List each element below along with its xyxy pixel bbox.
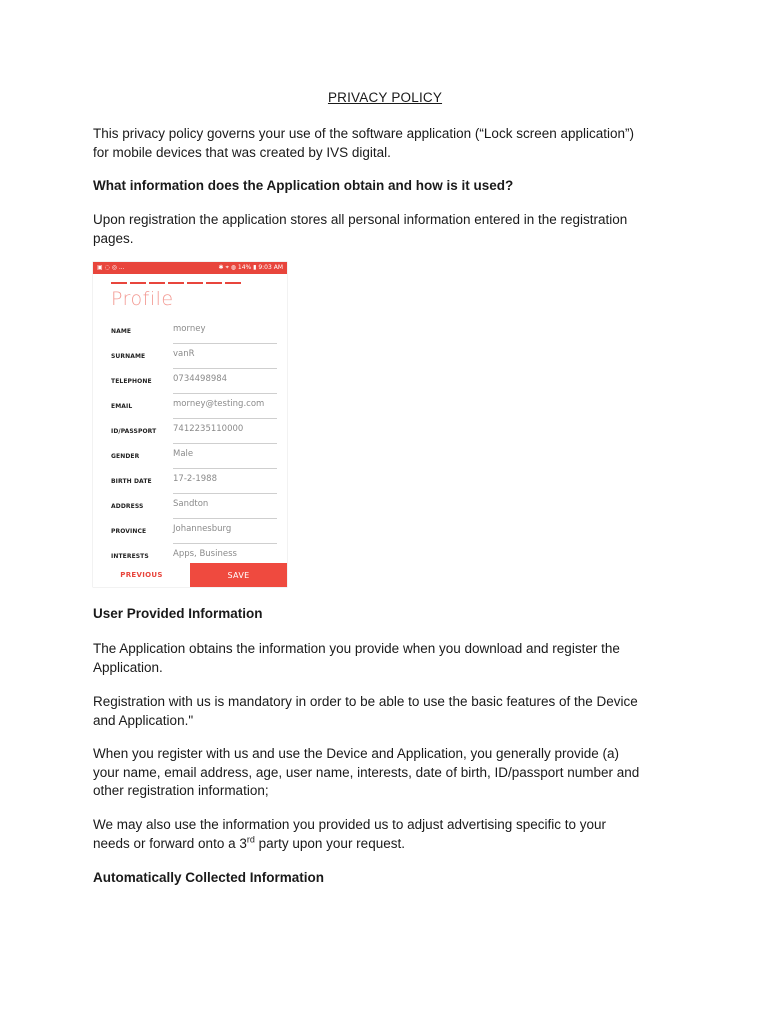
provide-line: When you register with us and use the Device and Application, you generally provide (a)	[93, 746, 620, 761]
status-bar	[93, 262, 287, 274]
field-row-gender[interactable]	[93, 444, 287, 469]
step-indicator	[130, 282, 146, 284]
step-indicator	[168, 282, 184, 284]
field-row-surname[interactable]	[93, 344, 287, 369]
name-field[interactable]: morney	[173, 324, 206, 334]
address-field[interactable]: Sandton	[173, 499, 209, 509]
field-label: PROVINCE	[111, 528, 147, 535]
progress-stepper	[93, 274, 287, 284]
field-label: NAME	[111, 328, 132, 335]
provide-line: other registration information;	[93, 783, 269, 798]
adjust-line: We may also use the information you provided us to adjust advertising specific to your	[93, 817, 607, 832]
field-row-name[interactable]	[93, 319, 287, 344]
provide-line: your name, email address, age, user name, interests, date of birth, ID/passport number and	[93, 764, 640, 780]
adjust-line: party upon your request.	[254, 835, 405, 851]
field-label: ADDRESS	[111, 503, 144, 510]
heading-automatically-collected: Automatically Collected Information	[93, 870, 325, 885]
id-passport-field[interactable]: 7412235110000	[173, 424, 244, 434]
heading-user-provided: User Provided Information	[93, 606, 263, 621]
obtains-paragraph	[93, 640, 683, 677]
adjust-paragraph	[93, 816, 683, 853]
field-row-telephone[interactable]	[93, 369, 287, 394]
status-bar-left: ▣ ◌ ◎ ...	[97, 264, 125, 271]
intro-line: for mobile devices that was created by IVS digital.	[93, 144, 391, 160]
profile-fields	[93, 319, 287, 569]
registration-line: Upon registration the application stores all personal information entered in the registration	[93, 212, 628, 227]
status-bar-right: ✱ ⌖ ◍ 14% ▮ 9:03 AM	[218, 264, 283, 271]
email-field[interactable]: morney@testing.com	[173, 399, 265, 409]
interests-field[interactable]: Apps, Business	[173, 549, 237, 559]
field-label: ID/PASSPORT	[111, 428, 157, 435]
document-title: PRIVACY POLICY	[327, 90, 443, 105]
step-indicator	[111, 282, 127, 284]
previous-button[interactable]: PREVIOUS	[93, 563, 190, 587]
field-row-address[interactable]	[93, 494, 287, 519]
obtains-line: Application.	[93, 659, 163, 675]
save-button[interactable]: SAVE	[190, 563, 287, 587]
field-label: GENDER	[111, 453, 140, 460]
field-row-id-passport[interactable]	[93, 419, 287, 444]
mandatory-paragraph	[93, 693, 683, 730]
field-row-birth-date[interactable]	[93, 469, 287, 494]
province-field[interactable]: Johannesburg	[173, 524, 232, 534]
ordinal-suffix: rd	[246, 834, 255, 844]
profile-screen-title: Profile	[111, 287, 174, 310]
provide-paragraph	[93, 745, 683, 801]
profile-screenshot	[93, 262, 287, 587]
gender-field[interactable]: Male	[173, 449, 194, 459]
registration-paragraph	[93, 211, 683, 248]
intro-line: This privacy policy governs your use of the software application (“Lock screen application”)	[93, 126, 635, 141]
registration-line: pages.	[93, 230, 134, 246]
step-indicator	[187, 282, 203, 284]
birth-date-field[interactable]: 17-2-1988	[173, 474, 217, 484]
field-row-email[interactable]	[93, 394, 287, 419]
surname-field[interactable]: vanR	[173, 349, 195, 359]
field-label: TELEPHONE	[111, 378, 152, 385]
step-indicator	[149, 282, 165, 284]
adjust-line: needs or forward onto a 3	[93, 835, 247, 851]
heading-what-information: What information does the Application obtain and how is it used?	[93, 178, 514, 193]
field-label: EMAIL	[111, 403, 133, 410]
step-indicator	[206, 282, 222, 284]
step-indicator	[225, 282, 241, 284]
obtains-line: The Application obtains the information you provide when you download and register the	[93, 641, 620, 656]
field-label: BIRTH DATE	[111, 478, 152, 485]
telephone-field[interactable]: 0734498984	[173, 374, 228, 384]
field-label: SURNAME	[111, 353, 146, 360]
form-actions	[93, 563, 287, 587]
mandatory-line: Registration with us is mandatory in order to be able to use the basic features of the Device	[93, 694, 638, 709]
field-row-province[interactable]	[93, 519, 287, 544]
intro-paragraph	[93, 125, 683, 162]
field-label: INTERESTS	[111, 553, 149, 560]
mandatory-line: and Application."	[93, 712, 194, 728]
